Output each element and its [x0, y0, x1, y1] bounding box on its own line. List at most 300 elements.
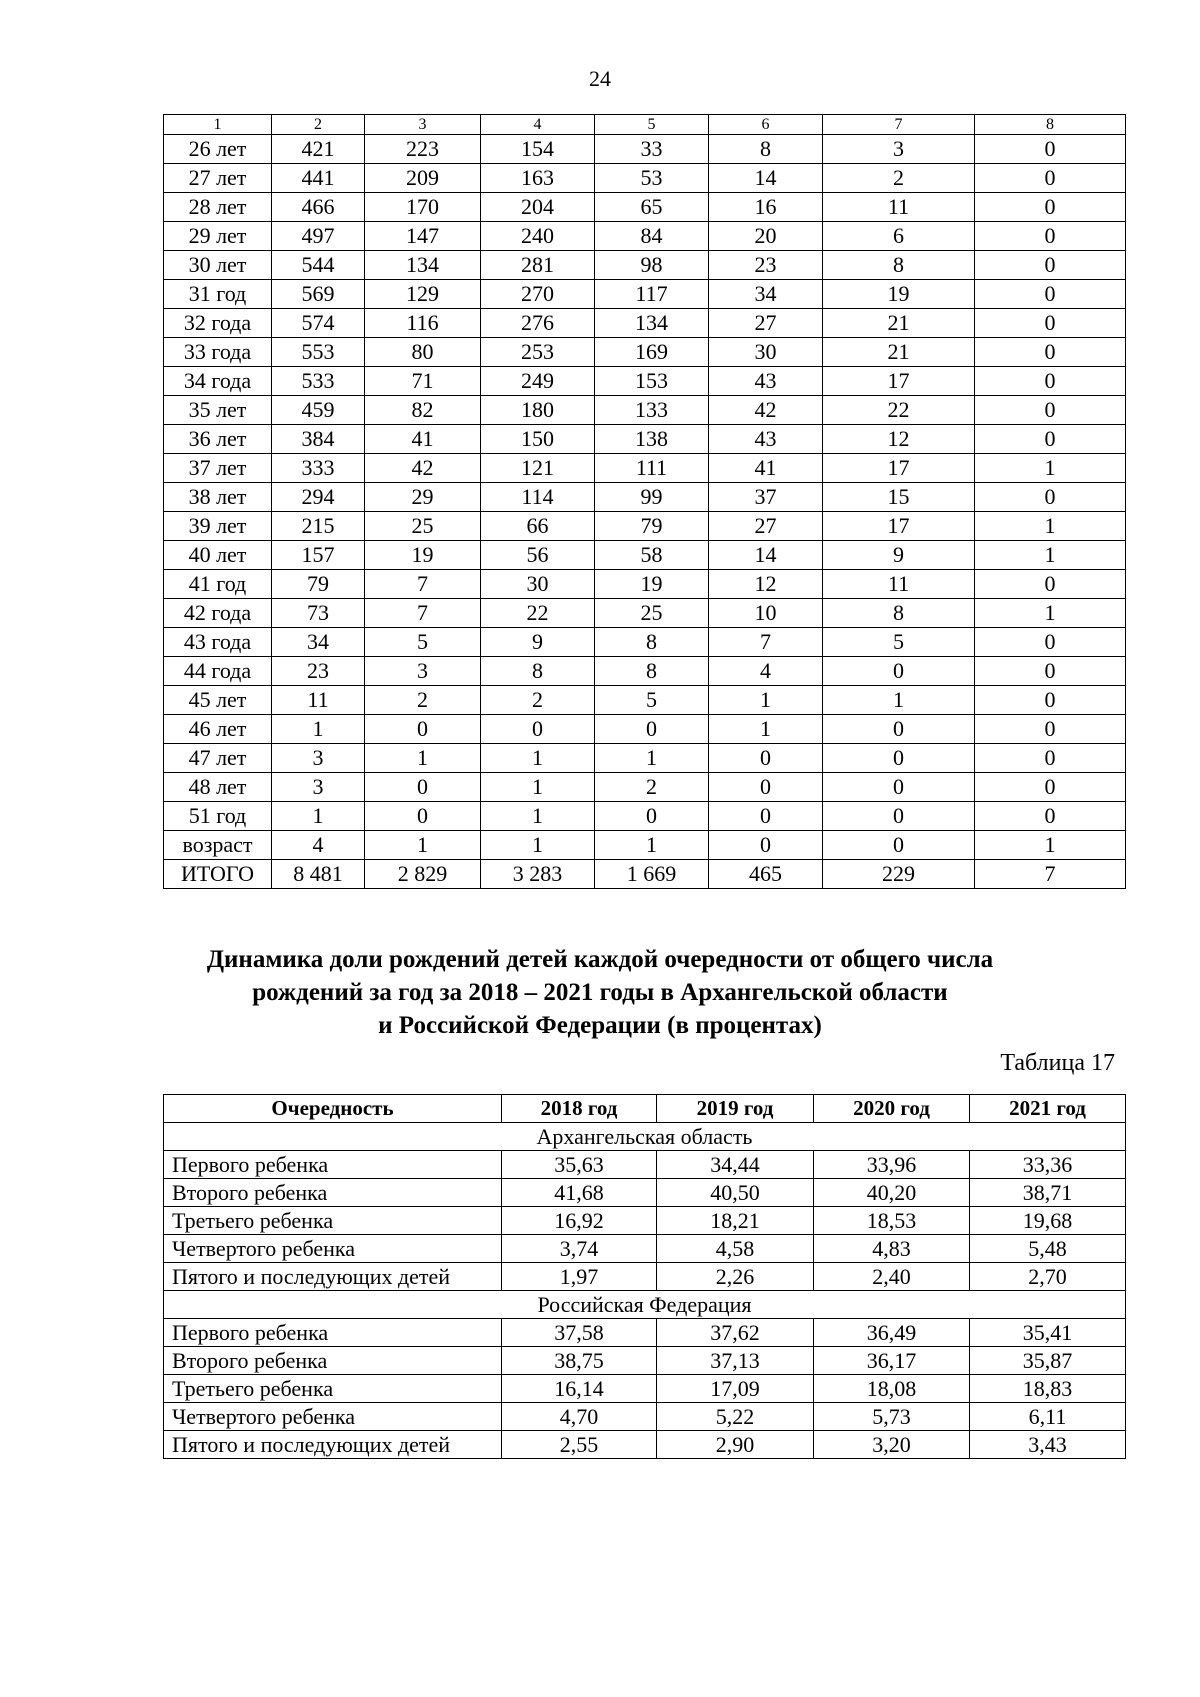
column-number-cell: 4 [481, 115, 595, 135]
percent-cell: 35,87 [970, 1347, 1126, 1375]
value-cell: 0 [975, 686, 1126, 715]
percent-cell: 17,09 [657, 1375, 814, 1403]
value-cell: 0 [975, 744, 1126, 773]
table-row [164, 570, 1126, 599]
table-row [164, 541, 1126, 570]
table-row [164, 744, 1126, 773]
value-cell: 1 [272, 802, 365, 831]
percent-cell: 36,17 [814, 1347, 970, 1375]
title-line: рождений за год за 2018 – 2021 годы в Архангельской области [252, 979, 948, 1006]
percent-cell: 37,13 [657, 1347, 814, 1375]
value-cell: 0 [709, 802, 823, 831]
section-row [164, 1291, 1126, 1319]
value-cell: 249 [481, 367, 595, 396]
value-cell: 8 [595, 657, 709, 686]
value-cell: 14 [709, 541, 823, 570]
column-number-cell: 5 [595, 115, 709, 135]
value-cell: 0 [975, 164, 1126, 193]
value-cell: 3 [272, 744, 365, 773]
value-cell: 1 [595, 744, 709, 773]
value-cell: 533 [272, 367, 365, 396]
value-cell: 8 [595, 628, 709, 657]
value-cell: 29 [365, 483, 481, 512]
value-cell: 129 [365, 280, 481, 309]
value-cell: 58 [595, 541, 709, 570]
percent-cell: 19,68 [970, 1207, 1126, 1235]
value-cell: 0 [975, 338, 1126, 367]
table-row [164, 338, 1126, 367]
value-cell: 17 [823, 454, 975, 483]
age-cell: 35 лет [164, 396, 272, 425]
value-cell: 21 [823, 338, 975, 367]
table-row [164, 1207, 1126, 1235]
value-cell: 15 [823, 483, 975, 512]
value-cell: 21 [823, 309, 975, 338]
title-line: Динамика доли рождений детей каждой очередности от общего числа [206, 946, 994, 973]
value-cell: 22 [823, 396, 975, 425]
value-cell: 0 [709, 773, 823, 802]
value-cell: 27 [709, 309, 823, 338]
value-cell: 53 [595, 164, 709, 193]
value-cell: 25 [595, 599, 709, 628]
value-cell: 240 [481, 222, 595, 251]
value-cell: 569 [272, 280, 365, 309]
value-cell: 34 [709, 280, 823, 309]
value-cell: 41 [709, 454, 823, 483]
value-cell: 1 [709, 686, 823, 715]
age-cell: 27 лет [164, 164, 272, 193]
percent-cell: 33,36 [970, 1151, 1126, 1179]
value-cell: 0 [709, 744, 823, 773]
value-cell: 20 [709, 222, 823, 251]
percent-cell: 3,74 [502, 1235, 657, 1263]
value-cell: 19 [365, 541, 481, 570]
table-row [164, 657, 1126, 686]
value-cell: 0 [481, 715, 595, 744]
percent-cell: 18,83 [970, 1375, 1126, 1403]
value-cell: 42 [709, 396, 823, 425]
header-cell: 2019 год [657, 1095, 814, 1123]
value-cell: 1 [481, 831, 595, 860]
value-cell: 19 [595, 570, 709, 599]
table-row [164, 1151, 1126, 1179]
value-cell: 30 [481, 570, 595, 599]
percent-cell: 34,44 [657, 1151, 814, 1179]
table-row [164, 164, 1126, 193]
percent-cell: 18,08 [814, 1375, 970, 1403]
value-cell: 71 [365, 367, 481, 396]
value-cell: 1 [481, 802, 595, 831]
value-cell: 3 [365, 657, 481, 686]
column-number-cell: 2 [272, 115, 365, 135]
percent-cell: 38,71 [970, 1179, 1126, 1207]
order-label-cell: Первого ребенка [164, 1151, 502, 1179]
value-cell: 1 [481, 744, 595, 773]
value-cell: 270 [481, 280, 595, 309]
value-cell: 157 [272, 541, 365, 570]
value-cell: 0 [975, 251, 1126, 280]
value-cell: 138 [595, 425, 709, 454]
value-cell: 3 283 [481, 860, 595, 889]
value-cell: 223 [365, 135, 481, 164]
table17-title [0, 943, 1200, 1042]
percent-cell: 4,58 [657, 1235, 814, 1263]
value-cell: 134 [595, 309, 709, 338]
value-cell: 2 [595, 773, 709, 802]
value-cell: 0 [823, 744, 975, 773]
value-cell: 7 [975, 860, 1126, 889]
table-row [164, 1179, 1126, 1207]
percent-cell: 5,22 [657, 1403, 814, 1431]
table-row [164, 1431, 1126, 1459]
percent-cell: 16,92 [502, 1207, 657, 1235]
value-cell: 163 [481, 164, 595, 193]
value-cell: 8 [709, 135, 823, 164]
percent-cell: 35,41 [970, 1319, 1126, 1347]
value-cell: 8 [481, 657, 595, 686]
value-cell: 544 [272, 251, 365, 280]
value-cell: 11 [823, 570, 975, 599]
value-cell: 10 [709, 599, 823, 628]
table-row [164, 831, 1126, 860]
order-label-cell: Четвертого ребенка [164, 1235, 502, 1263]
column-number-cell: 7 [823, 115, 975, 135]
age-cell: 47 лет [164, 744, 272, 773]
age-cell: 32 года [164, 309, 272, 338]
percent-cell: 16,14 [502, 1375, 657, 1403]
age-cell: 51 год [164, 802, 272, 831]
value-cell: 1 [365, 831, 481, 860]
order-label-cell: Пятого и последующих детей [164, 1263, 502, 1291]
value-cell: 0 [595, 802, 709, 831]
value-cell: 215 [272, 512, 365, 541]
value-cell: 41 [365, 425, 481, 454]
value-cell: 19 [823, 280, 975, 309]
value-cell: 7 [365, 570, 481, 599]
table-row [164, 1347, 1126, 1375]
percent-cell: 2,90 [657, 1431, 814, 1459]
value-cell: 17 [823, 367, 975, 396]
value-cell: 1 [365, 744, 481, 773]
value-cell: 8 481 [272, 860, 365, 889]
value-cell: 17 [823, 512, 975, 541]
value-cell: 253 [481, 338, 595, 367]
value-cell: 56 [481, 541, 595, 570]
age-cell: 39 лет [164, 512, 272, 541]
order-label-cell: Второго ребенка [164, 1179, 502, 1207]
value-cell: 11 [272, 686, 365, 715]
age-cell: ИТОГО [164, 860, 272, 889]
percent-cell: 2,55 [502, 1431, 657, 1459]
table-row [164, 686, 1126, 715]
value-cell: 0 [823, 831, 975, 860]
title-line: и Российской Федерации (в процентах) [378, 1012, 822, 1039]
value-cell: 153 [595, 367, 709, 396]
value-cell: 2 [481, 686, 595, 715]
percent-cell: 36,49 [814, 1319, 970, 1347]
percent-cell: 5,48 [970, 1235, 1126, 1263]
order-label-cell: Второго ребенка [164, 1347, 502, 1375]
table-caption: Таблица 17 [1000, 1050, 1115, 1076]
order-label-cell: Третьего ребенка [164, 1375, 502, 1403]
percent-cell: 18,21 [657, 1207, 814, 1235]
value-cell: 0 [975, 396, 1126, 425]
value-cell: 98 [595, 251, 709, 280]
percent-cell: 37,62 [657, 1319, 814, 1347]
column-number-cell: 1 [164, 115, 272, 135]
value-cell: 2 829 [365, 860, 481, 889]
value-cell: 7 [365, 599, 481, 628]
value-cell: 1 [975, 541, 1126, 570]
percent-cell: 4,70 [502, 1403, 657, 1431]
table-row [164, 280, 1126, 309]
value-cell: 0 [823, 773, 975, 802]
age-cell: 48 лет [164, 773, 272, 802]
value-cell: 8 [823, 599, 975, 628]
value-cell: 133 [595, 396, 709, 425]
order-label-cell: Первого ребенка [164, 1319, 502, 1347]
value-cell: 169 [595, 338, 709, 367]
table-header-row [164, 115, 1126, 135]
value-cell: 3 [272, 773, 365, 802]
value-cell: 0 [975, 193, 1126, 222]
value-cell: 209 [365, 164, 481, 193]
value-cell: 0 [975, 657, 1126, 686]
value-cell: 23 [709, 251, 823, 280]
value-cell: 134 [365, 251, 481, 280]
header-cell: Очередность [164, 1095, 502, 1123]
value-cell: 22 [481, 599, 595, 628]
age-cell: 36 лет [164, 425, 272, 454]
age-cell: 31 год [164, 280, 272, 309]
section-row [164, 1123, 1126, 1151]
value-cell: 66 [481, 512, 595, 541]
order-label-cell: Четвертого ребенка [164, 1403, 502, 1431]
percent-cell: 41,68 [502, 1179, 657, 1207]
age-cell: 42 года [164, 599, 272, 628]
value-cell: 147 [365, 222, 481, 251]
value-cell: 5 [595, 686, 709, 715]
value-cell: 42 [365, 454, 481, 483]
births-by-age-table [163, 114, 1126, 889]
value-cell: 8 [823, 251, 975, 280]
page-number: 24 [589, 66, 611, 91]
value-cell: 5 [823, 628, 975, 657]
value-cell: 43 [709, 367, 823, 396]
value-cell: 1 [272, 715, 365, 744]
percent-cell: 33,96 [814, 1151, 970, 1179]
value-cell: 99 [595, 483, 709, 512]
value-cell: 0 [709, 831, 823, 860]
value-cell: 384 [272, 425, 365, 454]
value-cell: 421 [272, 135, 365, 164]
table-row [164, 135, 1126, 164]
percent-cell: 2,40 [814, 1263, 970, 1291]
age-cell: 45 лет [164, 686, 272, 715]
value-cell: 3 [823, 135, 975, 164]
header-cell: 2021 год [970, 1095, 1126, 1123]
value-cell: 23 [272, 657, 365, 686]
value-cell: 37 [709, 483, 823, 512]
value-cell: 30 [709, 338, 823, 367]
value-cell: 150 [481, 425, 595, 454]
value-cell: 84 [595, 222, 709, 251]
table-row [164, 367, 1126, 396]
value-cell: 466 [272, 193, 365, 222]
value-cell: 441 [272, 164, 365, 193]
percent-cell: 38,75 [502, 1347, 657, 1375]
value-cell: 1 [975, 831, 1126, 860]
value-cell: 6 [823, 222, 975, 251]
value-cell: 0 [365, 773, 481, 802]
value-cell: 154 [481, 135, 595, 164]
value-cell: 0 [823, 802, 975, 831]
value-cell: 43 [709, 425, 823, 454]
percent-cell: 4,83 [814, 1235, 970, 1263]
table-row [164, 773, 1126, 802]
table-row [164, 251, 1126, 280]
value-cell: 0 [823, 715, 975, 744]
age-cell: 33 года [164, 338, 272, 367]
order-label-cell: Третьего ребенка [164, 1207, 502, 1235]
table-row [164, 512, 1126, 541]
value-cell: 16 [709, 193, 823, 222]
table-row [164, 454, 1126, 483]
value-cell: 459 [272, 396, 365, 425]
value-cell: 2 [823, 164, 975, 193]
table-header-row [164, 1095, 1126, 1123]
table-row [164, 193, 1126, 222]
value-cell: 9 [481, 628, 595, 657]
value-cell: 114 [481, 483, 595, 512]
value-cell: 7 [709, 628, 823, 657]
value-cell: 5 [365, 628, 481, 657]
percent-cell: 2,26 [657, 1263, 814, 1291]
value-cell: 4 [709, 657, 823, 686]
table-row [164, 309, 1126, 338]
percent-cell: 18,53 [814, 1207, 970, 1235]
value-cell: 12 [709, 570, 823, 599]
value-cell: 65 [595, 193, 709, 222]
value-cell: 33 [595, 135, 709, 164]
age-cell: 46 лет [164, 715, 272, 744]
table-row [164, 483, 1126, 512]
age-cell: 41 год [164, 570, 272, 599]
value-cell: 1 [709, 715, 823, 744]
value-cell: 2 [365, 686, 481, 715]
value-cell: 82 [365, 396, 481, 425]
value-cell: 0 [975, 802, 1126, 831]
value-cell: 0 [823, 657, 975, 686]
table-row [164, 1263, 1126, 1291]
value-cell: 0 [595, 715, 709, 744]
age-cell: 28 лет [164, 193, 272, 222]
value-cell: 1 [975, 454, 1126, 483]
table-row [164, 1403, 1126, 1431]
value-cell: 11 [823, 193, 975, 222]
value-cell: 180 [481, 396, 595, 425]
section-title: Архангельская область [164, 1123, 1126, 1151]
value-cell: 0 [975, 367, 1126, 396]
table-row [164, 1319, 1126, 1347]
percent-cell: 40,50 [657, 1179, 814, 1207]
table-row [164, 802, 1126, 831]
value-cell: 80 [365, 338, 481, 367]
column-number-cell: 8 [975, 115, 1126, 135]
header-cell: 2018 год [502, 1095, 657, 1123]
table-row [164, 396, 1126, 425]
value-cell: 25 [365, 512, 481, 541]
value-cell: 170 [365, 193, 481, 222]
value-cell: 0 [975, 628, 1126, 657]
value-cell: 117 [595, 280, 709, 309]
value-cell: 204 [481, 193, 595, 222]
header-cell: 2020 год [814, 1095, 970, 1123]
percent-cell: 35,63 [502, 1151, 657, 1179]
value-cell: 0 [975, 222, 1126, 251]
value-cell: 276 [481, 309, 595, 338]
column-number-cell: 3 [365, 115, 481, 135]
value-cell: 79 [272, 570, 365, 599]
value-cell: 1 [975, 599, 1126, 628]
age-cell: 44 года [164, 657, 272, 686]
age-cell: 38 лет [164, 483, 272, 512]
table-row [164, 425, 1126, 454]
value-cell: 73 [272, 599, 365, 628]
birth-order-share-table [163, 1094, 1126, 1459]
value-cell: 121 [481, 454, 595, 483]
value-cell: 0 [975, 715, 1126, 744]
value-cell: 281 [481, 251, 595, 280]
value-cell: 1 [975, 512, 1126, 541]
value-cell: 12 [823, 425, 975, 454]
value-cell: 553 [272, 338, 365, 367]
value-cell: 79 [595, 512, 709, 541]
value-cell: 0 [975, 425, 1126, 454]
value-cell: 9 [823, 541, 975, 570]
value-cell: 497 [272, 222, 365, 251]
age-cell: 29 лет [164, 222, 272, 251]
value-cell: 34 [272, 628, 365, 657]
value-cell: 4 [272, 831, 365, 860]
value-cell: 0 [365, 715, 481, 744]
value-cell: 27 [709, 512, 823, 541]
table-row [164, 715, 1126, 744]
section-title: Российская Федерация [164, 1291, 1126, 1319]
value-cell: 1 [481, 773, 595, 802]
table-row [164, 860, 1126, 889]
value-cell: 0 [365, 802, 481, 831]
age-cell: возраст [164, 831, 272, 860]
table-row [164, 599, 1126, 628]
value-cell: 1 [823, 686, 975, 715]
percent-cell: 37,58 [502, 1319, 657, 1347]
age-cell: 26 лет [164, 135, 272, 164]
percent-cell: 3,20 [814, 1431, 970, 1459]
value-cell: 111 [595, 454, 709, 483]
value-cell: 1 [595, 831, 709, 860]
table-row [164, 1235, 1126, 1263]
value-cell: 14 [709, 164, 823, 193]
percent-cell: 2,70 [970, 1263, 1126, 1291]
table-row [164, 628, 1126, 657]
percent-cell: 3,43 [970, 1431, 1126, 1459]
column-number-cell: 6 [709, 115, 823, 135]
value-cell: 465 [709, 860, 823, 889]
percent-cell: 5,73 [814, 1403, 970, 1431]
age-cell: 30 лет [164, 251, 272, 280]
age-cell: 34 года [164, 367, 272, 396]
